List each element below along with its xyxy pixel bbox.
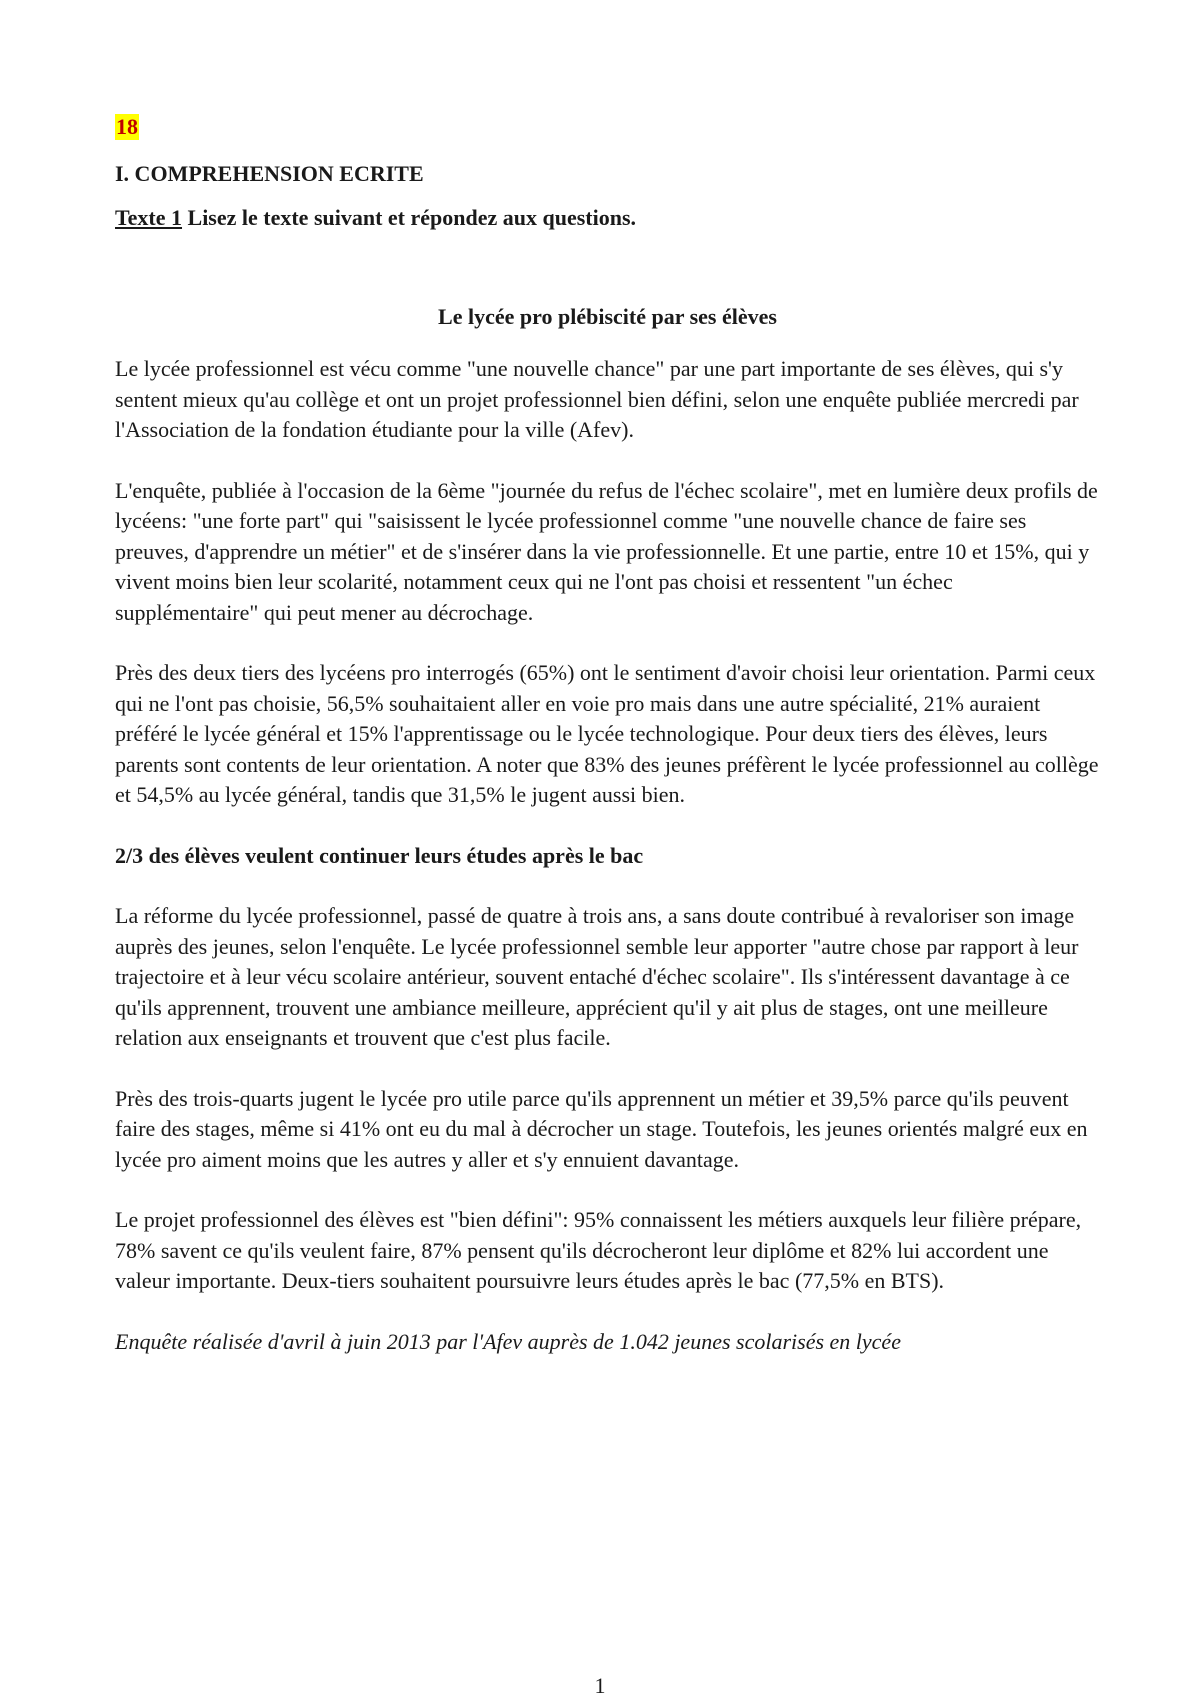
instruction-text: Lisez le texte suivant et répondez aux questions. [182, 205, 637, 230]
instruction [115, 203, 1100, 234]
paragraph: L'enquête, publiée à l'occasion de la 6ème "journée du refus de l'échec scolaire", met en lumière deux profils de lycéens: "une forte part" qui "saisissent le lycée professionnel comme "une nouvelle chance de faire ses preuves, d'apprendre un métier" et de s'insérer dans la vie professionnelle. Et une partie, entre 10 et 15%, qui y vivent moins bien leur scolarité, notamment ceux qui ne l'ont pas choisi et ressentent "un échec supplémentaire" qui peut mener au décrochage. [115, 477, 1098, 625]
paragraph: Le projet professionnel des élèves est "bien défini": 95% connaissent les métiers auxquels leur filière prépare, 78% savent ce qu'ils veulent faire, 87% pensent qu'ils décrocheront leur diplôme et 82% lui accordent une valeur importante. Deux-tiers souhaitent poursuivre leurs études après le bac (77,5% en BTS). [115, 1207, 1082, 1293]
paragraph: La réforme du lycée professionnel, passé de quatre à trois ans, a sans doute contribué à revaloriser son image auprès des jeunes, selon l'enquête. Le lycée professionnel semble leur apporter "autre chose par rapport à leur trajectoire et à leur vécu scolaire antérieur, souvent entaché d'échec scolaire". Ils s'intéressent davantage à ce qu'ils apprennent, trouvent une ambiance meilleure, apprécient qu'il y ait plus de stages, ont une meilleure relation aux enseignants et trouvent que c'est plus facile. [115, 903, 1079, 1050]
source-note: Enquête réalisée d'avril à juin 2013 par l'Afev auprès de 1.042 jeunes scolarisés en lycée [115, 1328, 901, 1354]
page-tag: 18 [116, 114, 138, 139]
section-heading: I. COMPREHENSION ECRITE [115, 160, 424, 186]
instruction-label: Texte 1 [115, 205, 183, 230]
paragraph: Près des trois-quarts jugent le lycée pro utile parce qu'ils apprennent un métier et 39,5% parce qu'ils peuvent faire des stages, même si 41% ont eu du mal à décrocher un stage. Toutefois, les jeunes orientés malgré eux en lycée pro aiment moins que les autres y aller et s'y ennuient davantage. [115, 1085, 1088, 1172]
page-number: 1 [594, 1673, 606, 1698]
document-page [115, 112, 1100, 1387]
article-title: Le lycée pro plébiscité par ses élèves [438, 303, 777, 329]
paragraph: Le lycée professionnel est vécu comme "une nouvelle chance" par une part importante de ses élèves, qui s'y sentent mieux qu'au collège et ont un projet professionnel bien défini, selon une enquête publiée mercredi par l'Association de la fondation étudiante pour la ville (Afev). [115, 356, 1079, 442]
paragraph: Près des deux tiers des lycéens pro interrogés (65%) ont le sentiment d'avoir choisi leur orientation. Parmi ceux qui ne l'ont pas choisie, 56,5% souhaitaient aller en voie pro mais dans une autre spécialité, 21% auraient préféré le lycée général et 15% l'apprentissage ou le lycée technologique. Pour deux tiers des élèves, leurs parents sont contents de leur orientation. A noter que 83% des jeunes préfèrent le lycée professionnel au collège et 54,5% au lycée général, tandis que 31,5% le jugent aussi bien. [115, 660, 1099, 807]
article-subheading: 2/3 des élèves veulent continuer leurs études après le bac [115, 842, 644, 868]
